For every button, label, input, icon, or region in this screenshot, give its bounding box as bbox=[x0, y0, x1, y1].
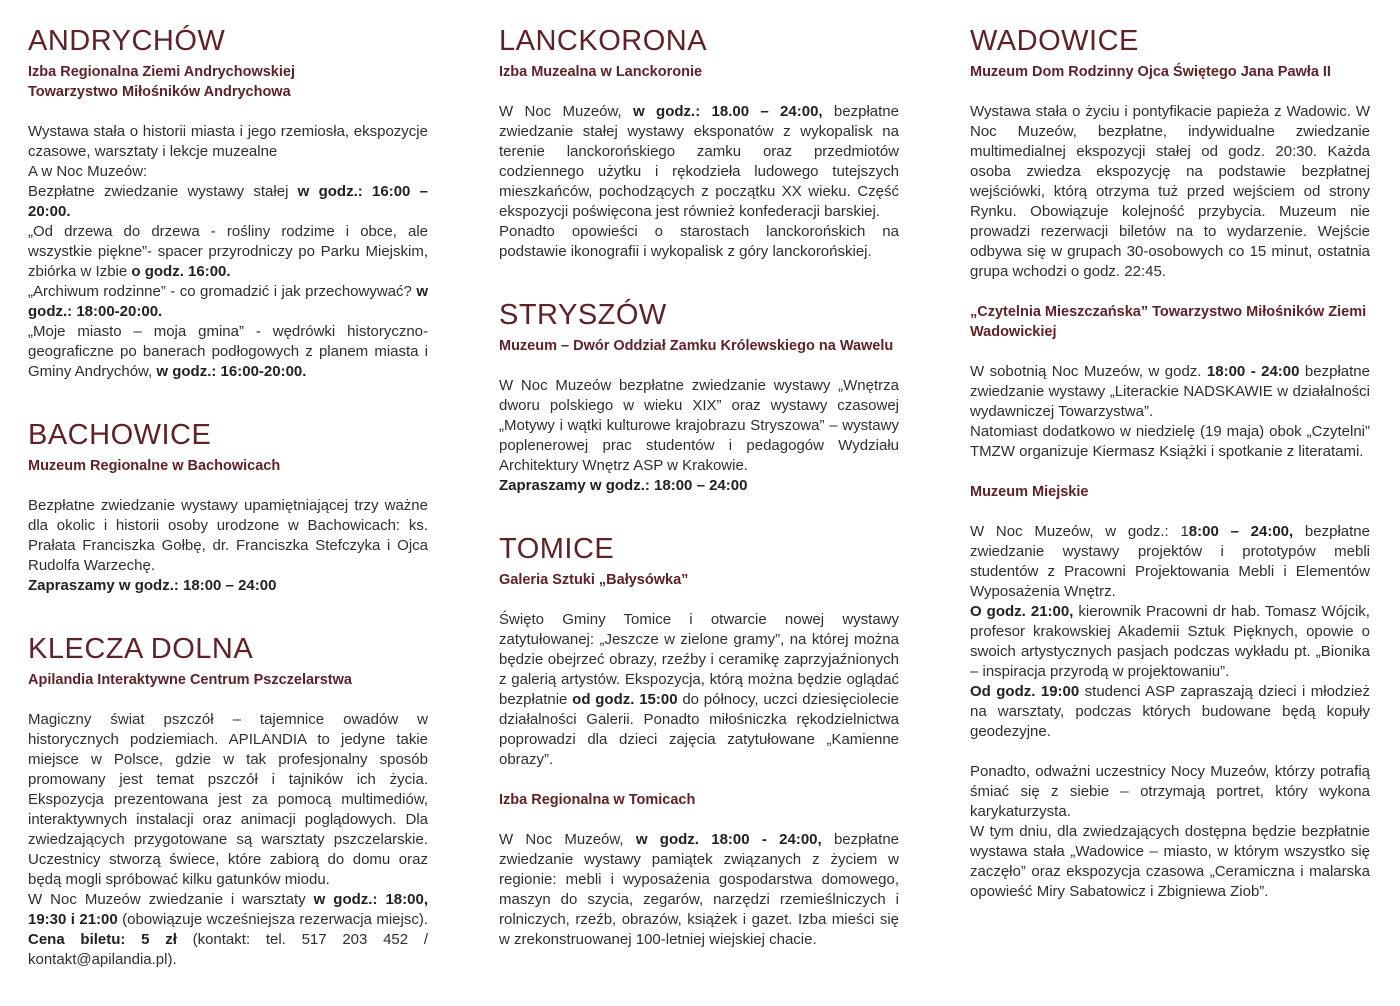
column-right bbox=[970, 24, 1370, 938]
text-run: W Noc Muzeów, bbox=[499, 103, 634, 120]
text-run: „Od drzewa do drzewa - rośliny rodzime i obce, ale wszystkie piękne”- spacer przyrodniczy po Parku Miejskim, zbiórka w Izbie bbox=[28, 223, 428, 280]
text-run: studenci ASP zapraszają dzieci i młodzież na warsztaty, podczas których budowane będą kopuły geodezyjne. bbox=[970, 683, 1370, 740]
body-paragraph bbox=[28, 282, 428, 322]
text-run: W Noc Muzeów zwiedzanie i warsztaty bbox=[28, 891, 314, 908]
body-paragraph bbox=[28, 890, 428, 970]
venue-name: Muzeum Miejskie bbox=[970, 484, 1089, 500]
venue-names bbox=[28, 670, 428, 690]
highlighted-text: w godz.: 16:00 – 20:00. bbox=[28, 183, 428, 220]
body-paragraph bbox=[970, 522, 1370, 602]
section-klecza-dolna bbox=[28, 632, 428, 970]
section-lanckorona bbox=[499, 24, 899, 262]
body-paragraph bbox=[28, 710, 428, 890]
venue-names bbox=[970, 62, 1370, 82]
section-bachowice bbox=[28, 418, 428, 596]
text-run: bezpłatne zwiedzanie wystawy „Literackie NADSKAWIE w działalności wydawniczej Towarzystwa”. bbox=[970, 363, 1370, 420]
body-paragraph bbox=[970, 102, 1370, 282]
text-run: Wystawa stała o życiu i pontyfikacie papieża z Wadowic. W Noc Muzeów, bezpłatne, indywidualne zwiedzanie multimedialnej ekspozycji stałej od godz. 20:30. Każda osoba zwiedza ekspozycję na podstawie bezpłatnej wejściówki, którą otrzyma tuż przed wejściem od strony Rynku. Obowiązuje kolejność przybycia. Muzeum nie prowadzi rezerwacji biletów na to wydarzenie. Wejście odbywa się w grupach 30-osobowych co 15 minut, ostatnia grupa wchodzi o godz. 22:45. bbox=[970, 103, 1370, 280]
venue-name: Izba Muzealna w Lanckoronie bbox=[499, 64, 703, 80]
text-run: Bezpłatne zwiedzanie wystawy upamiętniającej trzy ważne dla okolic i historii osoby urodzone w Bachowicach: ks. Prałata Franciszka Gołbę, dr. Franciszka Stefczyka i Ojca Rudolfa Warzechę. bbox=[28, 497, 428, 574]
venue-names bbox=[28, 62, 428, 102]
highlighted-text: w godz.: 18.00 – 24:00, bbox=[633, 103, 823, 120]
subsection-venue bbox=[970, 482, 1370, 502]
body-paragraph bbox=[499, 102, 899, 222]
text-run: A w Noc Muzeów: bbox=[28, 163, 148, 180]
text-run: Ponadto opowieści o starostach lanckorońskich na podstawie ikonografii i wykopalisk z góry lanckorońskiej. bbox=[499, 223, 899, 260]
paragraph-gap bbox=[970, 742, 1370, 762]
venue-name: Muzeum – Dwór Oddział Zamku Królewskiego na Wawelu bbox=[499, 338, 894, 354]
text-run: „Moje miasto – moja gmina” - wędrówki historyczno-geograficzne po banerach podłogowych z planem miasta i Gminy Andrychów, bbox=[28, 323, 428, 380]
section-andrychow bbox=[28, 24, 428, 382]
text-run: do północy, uczci dziesięciolecie działalności Galerii. Ponadto miłośniczka rękodzielnictwa poprowadzi dla dzieci zajęcia zatytułowane „Kamienne obrazy”. bbox=[499, 691, 899, 768]
text-run: „Archiwum rodzinne” - co gromadzić i jak przechowywać? bbox=[28, 283, 417, 300]
venue-names bbox=[499, 336, 899, 356]
highlighted-text: Od godz. 19:00 bbox=[970, 683, 1080, 700]
highlighted-text: 18:00 - 24:00 bbox=[1206, 363, 1300, 380]
text-run: W Noc Muzeów, bbox=[499, 831, 636, 848]
venue-name: Towarzystwo Miłośników Andrychowa bbox=[28, 84, 291, 100]
body-paragraph bbox=[28, 182, 428, 222]
body-paragraph bbox=[28, 576, 428, 596]
text-run: Magiczny świat pszczół – tajemnice owadów w historycznych podziemiach. APILANDIA to jedyne takie miejsce w Polsce, gdzie w tak profesjonalny sposób promowany jest temat pszczół i tajników ich życia. Ekspozycja prezentowana jest za pomocą multimediów, interaktywnych instalacji oraz animacji poglądowych. Dla zwiedzających przygotowane są warsztaty pszczelarskie. Uczestnicy stworzą świece, które zabiorą do domu oraz będą mogli spróbować kilku gatunków miodu. bbox=[28, 711, 428, 888]
town-heading: BACHOWICE bbox=[28, 419, 212, 451]
body-paragraph bbox=[970, 762, 1370, 822]
text-run: (kontakt: tel. 517 203 452 / kontakt@apilandia.pl). bbox=[28, 931, 428, 968]
highlighted-text: O godz. 21:00, bbox=[970, 603, 1074, 620]
body-paragraph bbox=[499, 610, 899, 770]
body-paragraph bbox=[970, 362, 1370, 422]
text-run: Święto Gminy Tomice i otwarcie nowej wystawy zatytułowanej: „Jeszcze w zielone gramy”, na której można będzie obejrzeć obrazy, rzeźby i ceramikę zaprzyjaźnionych z galerią artystów. Ekspozycja, którą można będzie oglądać bezpłatnie bbox=[499, 611, 899, 708]
text-run: kierownik Pracowni dr hab. Tomasz Wójcik, profesor krakowskiej Akademii Sztuk Pięknych, opowie o swoich artystycznych pasjach podczas wykładu pt. „Bionika – inspiracja przyrodą w projektowaniu”. bbox=[970, 603, 1370, 680]
highlighted-text: w godz. 18:00 - 24:00, bbox=[635, 831, 822, 848]
venue-name: Galeria Sztuki „Bałysówka” bbox=[499, 572, 689, 588]
town-heading: WADOWICE bbox=[970, 25, 1139, 57]
town-heading: LANCKORONA bbox=[499, 25, 708, 57]
text-run: W tym dniu, dla zwiedzających dostępna będzie bezpłatnie wystawa stała „Wadowice – miasto, w którym wszystko się zaczęło” oraz ekspozycja czasowa „Ceramiczna i malarska opowieść Miry Sabatowicz i Zbigniewa Ziob”. bbox=[970, 823, 1370, 900]
text-run: bezpłatne zwiedzanie wystawy pamiątek związanych z życiem w regionie: mebli i wyposażenia gospodarstwa domowego, maszyn do szycia, zegarów, narzędzi rzemieślniczych i rolniczych, rzeźb, obrazów, książek i gazet. Izba mieści się w zrekonstruowanej 100-letniej wiejskiej chacie. bbox=[499, 831, 899, 948]
highlighted-text: w godz.: 18:00-20:00. bbox=[28, 283, 428, 320]
highlighted-text: w godz.: 16:00-20:00. bbox=[156, 363, 307, 380]
body-paragraph bbox=[970, 682, 1370, 742]
subsection-venue bbox=[499, 790, 899, 810]
town-heading: KLECZA DOLNA bbox=[28, 633, 254, 665]
text-run: Ponadto, odważni uczestnicy Nocy Muzeów, którzy potrafią śmiać się z siebie – otrzymają portret, który wykona karykaturzysta. bbox=[970, 763, 1370, 820]
text-run: bezpłatne zwiedzanie stałej wystawy eksponatów z wykopalisk na terenie lanckorońskiego zamku oraz przedmiotów codziennego użytku i rękodzieła ludowego tutejszych mieszkańców, pochodzących z początku XX wieku. Część ekspozycji poświęcona jest również konfederacji barskiej. bbox=[499, 103, 899, 220]
body-paragraph bbox=[499, 222, 899, 262]
column-middle bbox=[499, 24, 899, 986]
highlighted-text: od godz. 15:00 bbox=[572, 691, 678, 708]
body-paragraph bbox=[970, 422, 1370, 462]
venue-name: Apilandia Interaktywne Centrum Pszczelarstwa bbox=[28, 672, 352, 688]
section-stryszow bbox=[499, 298, 899, 496]
column-left bbox=[28, 24, 428, 1006]
body-paragraph bbox=[28, 222, 428, 282]
town-heading: TOMICE bbox=[499, 533, 615, 565]
body-paragraph bbox=[499, 376, 899, 476]
section-wadowice bbox=[970, 24, 1370, 902]
venue-names bbox=[499, 62, 899, 82]
town-heading: STRYSZÓW bbox=[499, 299, 667, 331]
body-paragraph bbox=[28, 162, 428, 182]
body-paragraph bbox=[28, 322, 428, 382]
body-paragraph bbox=[970, 822, 1370, 902]
text-run: (obowiązuje wcześniejsza rezerwacja miejsc). bbox=[117, 911, 428, 928]
body-paragraph bbox=[28, 496, 428, 576]
body-paragraph bbox=[970, 602, 1370, 682]
venue-name: Muzeum Regionalne w Bachowicach bbox=[28, 458, 281, 474]
venue-name: Izba Regionalna Ziemi Andrychowskiej bbox=[28, 64, 295, 80]
venue-name: „Czytelnia Mieszczańska” Towarzystwo Miłośników Ziemi Wadowickiej bbox=[970, 304, 1367, 340]
text-run: Wystawa stała o historii miasta i jego rzemiosła, ekspozycje czasowe, warsztaty i lekcje muzealne bbox=[28, 123, 428, 160]
text-run: Natomiast dodatkowo w niedzielę (19 maja) obok „Czytelni” TMZW organizuje Kiermasz Książki i spotkanie z literatami. bbox=[970, 423, 1370, 460]
highlighted-text: 8:00 – 24:00, bbox=[1188, 523, 1294, 540]
venue-name: Muzeum Dom Rodzinny Ojca Świętego Jana Pawła II bbox=[970, 64, 1331, 80]
text-run: W Noc Muzeów, w godz.: 1 bbox=[970, 523, 1189, 540]
body-paragraph bbox=[499, 476, 899, 496]
text-run: bezpłatne zwiedzanie wystawy projektów i prototypów mebli studentów z Pracowni Projektowania Mebli i Elementów Wyposażenia Wnętrz. bbox=[970, 523, 1370, 600]
highlighted-text: Zapraszamy w godz.: 18:00 – 24:00 bbox=[499, 477, 748, 494]
highlighted-text: w godz.: 18:00, 19:30 i 21:00 bbox=[28, 891, 428, 928]
body-paragraph bbox=[499, 830, 899, 950]
text-run: W Noc Muzeów bezpłatne zwiedzanie wystawy „Wnętrza dworu polskiego w wieku XIX” oraz wystawy czasowej „Motywy i wątki kulturowe krajobrazu Stryszowa” – wystawy poplenerowej prac studentów i pedagogów Wydziału Architektury Wnętrz ASP w Krakowie. bbox=[499, 377, 899, 474]
text-run: W sobotnią Noc Muzeów, w godz. bbox=[970, 363, 1207, 380]
subsection-venue bbox=[970, 302, 1370, 342]
venue-names bbox=[499, 570, 899, 590]
highlighted-text: o godz. 16:00. bbox=[131, 263, 231, 280]
highlighted-text: Zapraszamy w godz.: 18:00 – 24:00 bbox=[28, 577, 277, 594]
text-run: Bezpłatne zwiedzanie wystawy stałej bbox=[28, 183, 298, 200]
highlighted-text: Cena biletu: 5 zł bbox=[28, 931, 177, 948]
venue-names bbox=[28, 456, 428, 476]
section-tomice bbox=[499, 532, 899, 950]
town-heading: ANDRYCHÓW bbox=[28, 25, 226, 57]
body-paragraph bbox=[28, 122, 428, 162]
venue-name: Izba Regionalna w Tomicach bbox=[499, 792, 696, 808]
